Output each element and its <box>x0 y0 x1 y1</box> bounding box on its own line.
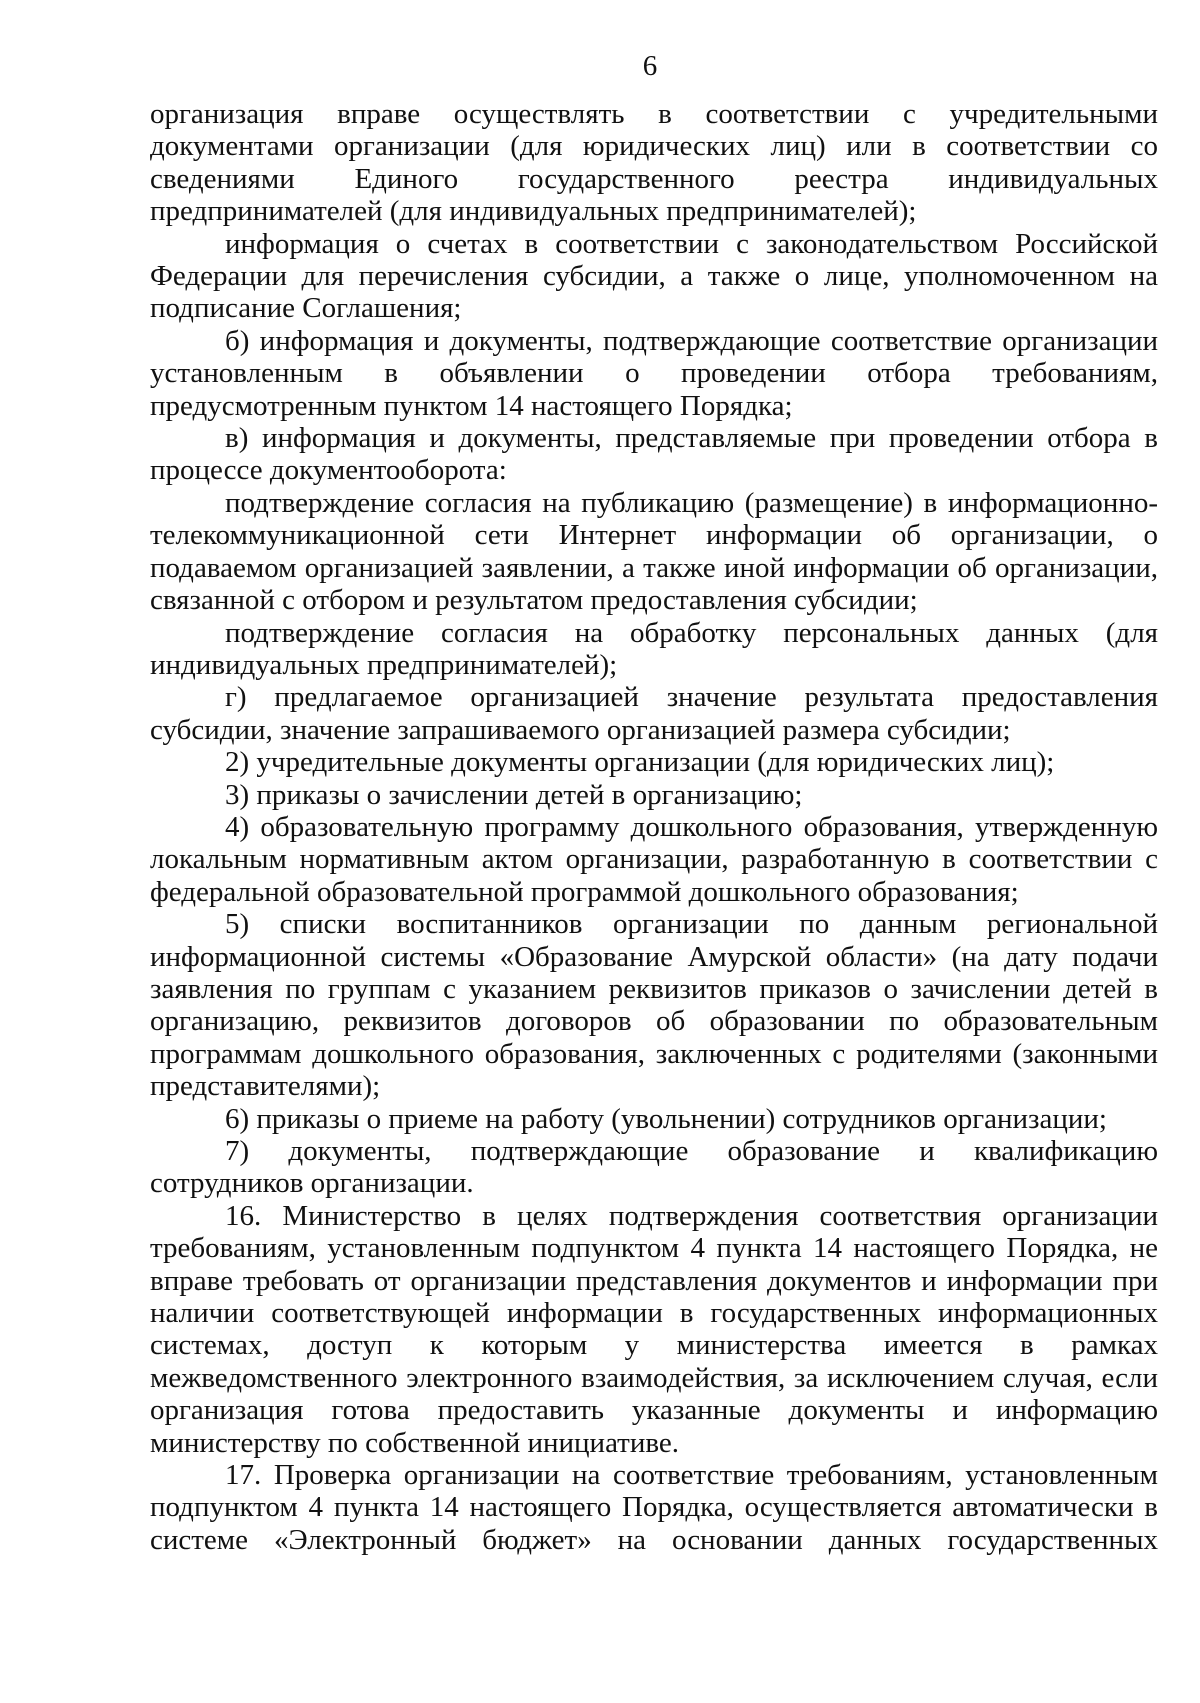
paragraph: 3) приказы о зачислении детей в организацию; <box>225 778 803 811</box>
paragraph: 16. Министерство в целях подтверждения соответствия организации требованиям, установленным подпунктом 4 пункта 14 настоящего Порядка, не вправе требовать от организации представления документов и информации при наличии соответствующей информации в государственных информационных системах, доступ к которым у министерства имеется в рамках межведомственного электронного взаимодействия, за исключением случая, если организация готова предоставить указанные документы и информацию министерству по собственной инициативе. <box>150 1199 1158 1459</box>
document-body <box>150 98 1158 1556</box>
paragraph: 5) списки воспитанников организации по данным региональной информационной системы «Образование Амурской области» (на дату подачи заявления по группам с указанием реквизитов приказов о зачислении детей в организацию, реквизитов договоров об образовании по образовательным программам дошкольного образования, заключенных с родителями (законными представителями); <box>150 908 1158 1103</box>
paragraph: 2) учредительные документы организации (для юридических лиц); <box>225 746 1055 779</box>
paragraph: 17. Проверка организации на соответствие требованиям, установленным подпунктом 4 пункта 14 настоящего Порядка, осуществляется автоматически в системе «Электронный бюджет» на основании данных государственных <box>150 1459 1158 1556</box>
page-number: 6 <box>642 50 658 82</box>
paragraph: г) предлагаемое организацией значение результата предоставления субсидии, значение запрашиваемого организацией размера субсидии; <box>150 681 1158 746</box>
paragraph: организация вправе осуществлять в соответствии с учредительными документами организации (для юридических лиц) или в соответствии со сведениями Единого государственного реестра индивидуальных предпринимателей (для индивидуальных предпринимателей); <box>150 98 1158 228</box>
paragraph: б) информация и документы, подтверждающие соответствие организации установленным в объявлении о проведении отбора требованиям, предусмотренным пунктом 14 настоящего Порядка; <box>150 324 1158 422</box>
paragraph: подтверждение согласия на обработку персональных данных (для индивидуальных предпринимателей); <box>150 616 1158 681</box>
paragraph: информация о счетах в соответствии с законодательством Российской Федерации для перечисления субсидии, а также о лице, уполномоченном на подписание Соглашения; <box>150 227 1158 325</box>
paragraph: в) информация и документы, представляемые при проведении отбора в процессе документооборота: <box>150 422 1158 487</box>
paragraph: 4) образовательную программу дошкольного образования, утвержденную локальным нормативным актом организации, разработанную в соответствии с федеральной образовательной программой дошкольного образования; <box>150 810 1158 908</box>
paragraph: подтверждение согласия на публикацию (размещение) в информационно-телекоммуникационной сети Интернет информации об организации, о подаваемом организацией заявлении, а также иной информации об организации, связанной с отбором и результатом предоставления субсидии; <box>150 486 1158 617</box>
paragraph: 6) приказы о приеме на работу (увольнении) сотрудников организации; <box>225 1102 1107 1135</box>
paragraph: 7) документы, подтверждающие образование и квалификацию сотрудников организации. <box>150 1135 1158 1200</box>
